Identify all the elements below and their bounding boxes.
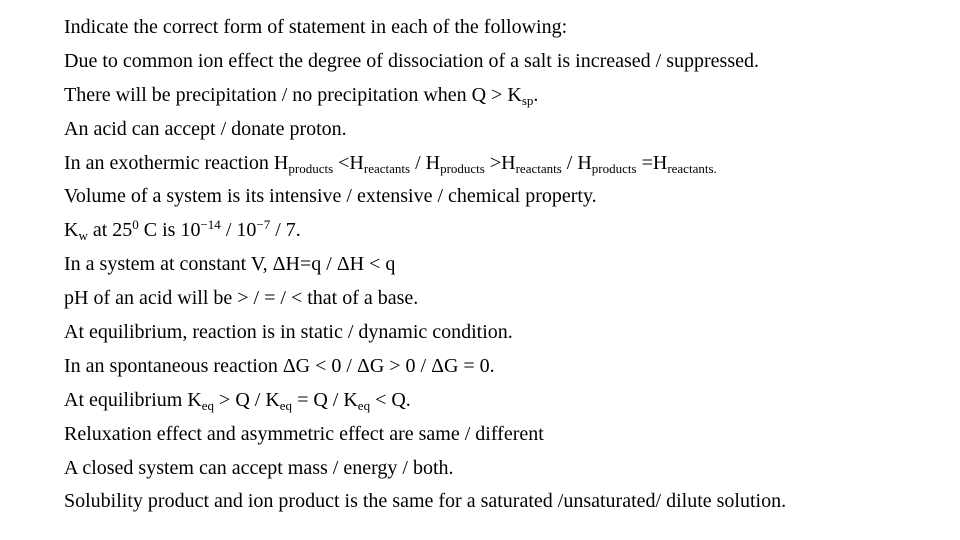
statement-keq: At equilibrium $K_{eq} > Q / K_{eq} = Q / K_{eq} < Q$. <box>64 388 411 413</box>
statement-exothermic: In an exothermic reaction $H_{products} <H_{reactants} / H_{products} >H_{reactants} / H_{products} =H_{reactants.}$ <box>64 151 717 176</box>
statement-relaxation-effect: Reluxation effect and asymmetric effect are same / different <box>64 422 544 445</box>
statement-closed-system: A closed system can accept mass / energy / both. <box>64 456 454 479</box>
statement-constant-volume: In a system at constant V, ΔH=q / ΔH < q <box>64 253 396 276</box>
statement-list <box>64 12 944 520</box>
statement-solubility-product: Solubility product and ion product is the same for a saturated /unsaturated/ dilute solution. <box>64 490 787 513</box>
subscript-sp: sp <box>521 92 534 108</box>
instruction-heading: Indicate the correct form of statement in each of the following: <box>64 16 568 38</box>
statement-common-ion: Due to common ion effect the degree of dissociation of a salt is increased / suppressed. <box>64 49 759 72</box>
statement-volume-property: Volume of a system is its intensive / extensive / chemical property. <box>64 185 597 208</box>
statement-spontaneous: In an spontaneous reaction ΔG < 0 / ΔG > 0 / ΔG = 0. <box>64 354 495 377</box>
statement-equilibrium-condition: At equilibrium, reaction is in static / dynamic condition. <box>64 321 513 344</box>
statement-acid-proton: An acid can accept / donate proton. <box>64 117 347 140</box>
statement-precipitation: There will be precipitation / no precipitation when $Q > K_{sp}$. <box>64 83 539 108</box>
statement-ph: pH of an acid will be > / = / < that of a base. <box>64 287 419 310</box>
statement-kw: $K_w$ at $25^0$ C is $10^{-14} / 10^{-7} / 7$. <box>64 217 301 244</box>
